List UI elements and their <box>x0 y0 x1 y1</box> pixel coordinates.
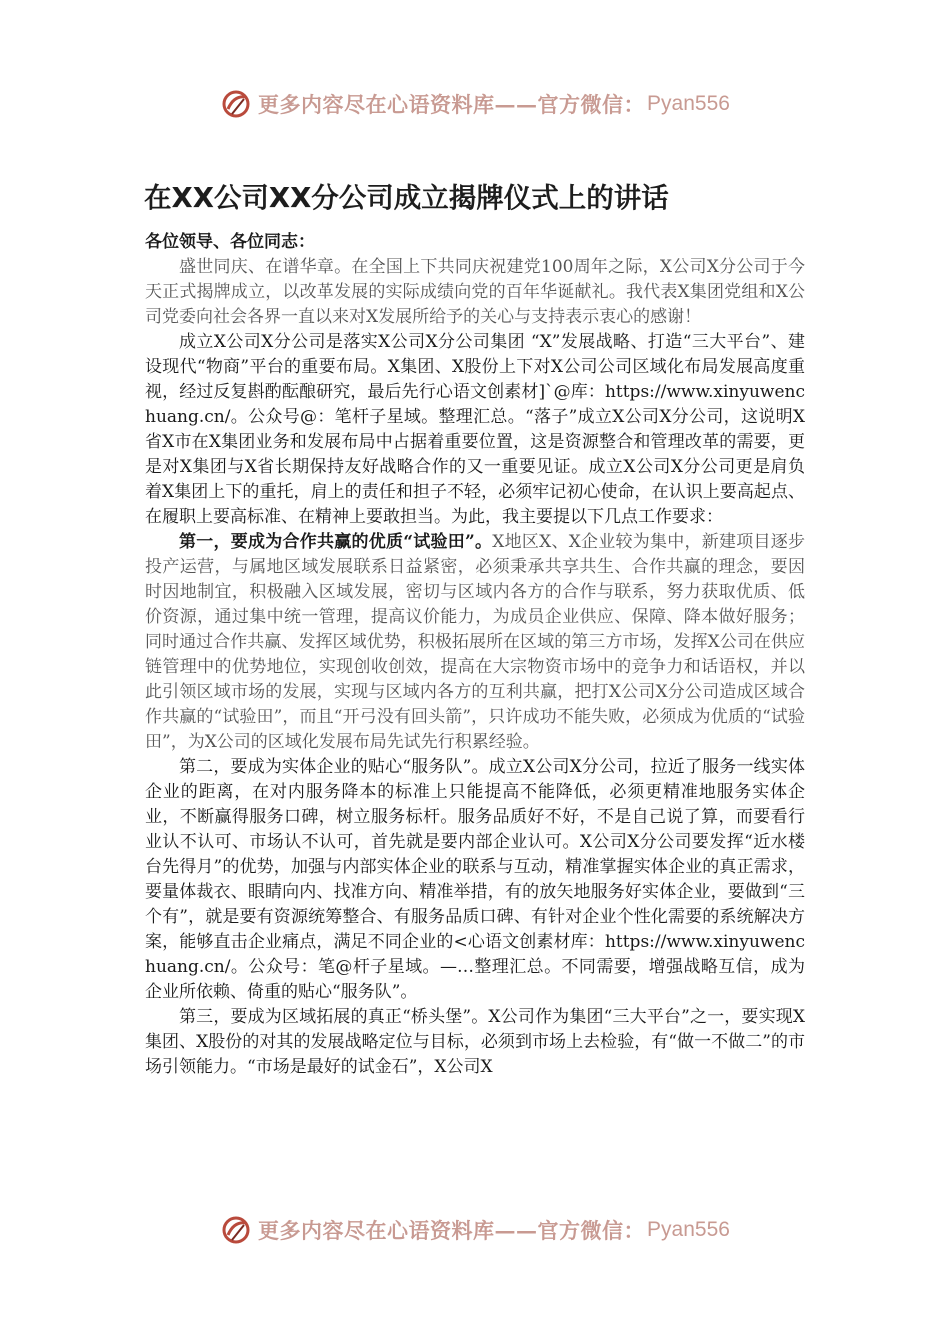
banner-wechat-id: Pyan556 <box>647 1218 730 1241</box>
banner-text: 更多内容尽在心语资料库——官方微信： <box>258 1218 646 1243</box>
paragraph-3-lead: 第一，要成为合作共赢的优质“试验田”。 <box>179 532 493 552</box>
document-title: 在XX公司XX分公司成立揭牌仪式上的讲话 <box>144 182 669 214</box>
banner-text: 更多内容尽在心语资料库——官方微信： <box>258 92 646 117</box>
salutation: 各位领导、各位同志： <box>145 232 315 252</box>
paragraph-4: 第二，要成为实体企业的贴心“服务队”。成立X公司X分公司，拉近了服务一线实体企业的距离，在对内服务降本的标准上只能提高不能降低，必须更精准地服务实体企业，不断赢得服务口碑，树立服务标杆。服务品质好不好，不是自己说了算，而要看行业认不认可、市场认不认可，首先就是要内部企业认可。X公司X分公司要发挥“近水楼台先得月”的优势，加强与内部实体企业的联系与互动，精准掌握实体企业的真正需求，要量体裁衣、眼睛向内、找准方向、精准举措，有的放矢地服务好实体企业，要做到“三个有”，就是要有资源统筹整合、有服务品质口碑、有针对企业个性化需要的系统解决方案，能够直击企业痛点，满足不同企业的<心语文创素材库：https://www.xinyuwenchuang.cn/。公众号：笔@杆子星域。—…整理汇总。不同需要，增强战略互信，成为企业所依赖、倚重的贴心“服务队”。 <box>145 757 805 1002</box>
footer-watermark-banner <box>0 1210 950 1250</box>
paragraph-3-body: X地区X、X企业较为集中，新建项目逐步投产运营，与属地区域发展联系日益紧密，必须秉承共享共生、合作共赢的理念，要因时因地制宜，积极融入区域发展，密切与区域内各方的合作与联系，努力获取优质、低价资源，通过集中统一管理，提高议价能力，为成员企业供应、保障、降本做好服务；同时通过合作共赢、发挥区域优势，积极拓展所在区域的第三方市场，发挥X公司在供应链管理中的优势地位，实现创收创效，提高在大宗物资市场中的竞争力和话语权，并以此引领区域市场的发展，实现与区域内各方的互利共赢，把打X公司X分公司造成区域合作共赢的“试验田”，而且“开弓没有回头箭”，只许成功不能失败，必须成为优质的“试验田”，为X公司的区域化发展布局先试先行积累经验。 <box>145 532 805 752</box>
paragraph-5: 第三，要成为区域拓展的真正“桥头堡”。X公司作为集团“三大平台”之一，要实现X集团、X股份的对其的发展战略定位与目标，必须到市场上去检验，有“做一不做二”的市场引领能力。“市场是最好的试金石”，X公司X <box>145 1007 805 1077</box>
paragraph-2: 成立X公司X分公司是落实X公司X分公司集团 “X”发展战略、打造“三大平台”、建设现代“物商”平台的重要布局。X集团、X股份上下对X公司公司区域化布局发展高度重视，经过反复斟酌酝酿研究，最后先行心语文创素材]`@库：https://www.xinyuwenchuang.cn/。公众号@：笔杆子星域。整理汇总。“落子”成立X公司X分公司，这说明X省X市在X集团业务和发展布局中占据着重要位置，这是资源整合和管理改革的需要，更是对X集团与X省长期保持友好战略合作的又一重要见证。成立X公司X分公司更是肩负着X集团上下的重托，肩上的责任和担子不轻，必须牢记初心使命，在认识上要高起点、在履职上要高标准、在精神上要敢担当。为此，我主要提以下几点工作要求： <box>145 332 805 527</box>
red-swirl-pen-icon <box>220 87 254 121</box>
document-body <box>145 230 805 1080</box>
paragraph-1: 盛世同庆、在谱华章。在全国上下共同庆祝建党100周年之际，X公司X分公司于今天正式揭牌成立，以改革发展的实际成绩向党的百年华诞献礼。我代表X集团党组和X公司党委向社会各界一直以来对X发展所给予的关心与支持表示衷心的感谢！ <box>145 257 805 327</box>
header-watermark-banner <box>0 84 950 124</box>
banner-wechat-id: Pyan556 <box>647 92 730 115</box>
paragraph-3 <box>145 530 805 755</box>
red-swirl-pen-icon <box>220 1213 254 1247</box>
